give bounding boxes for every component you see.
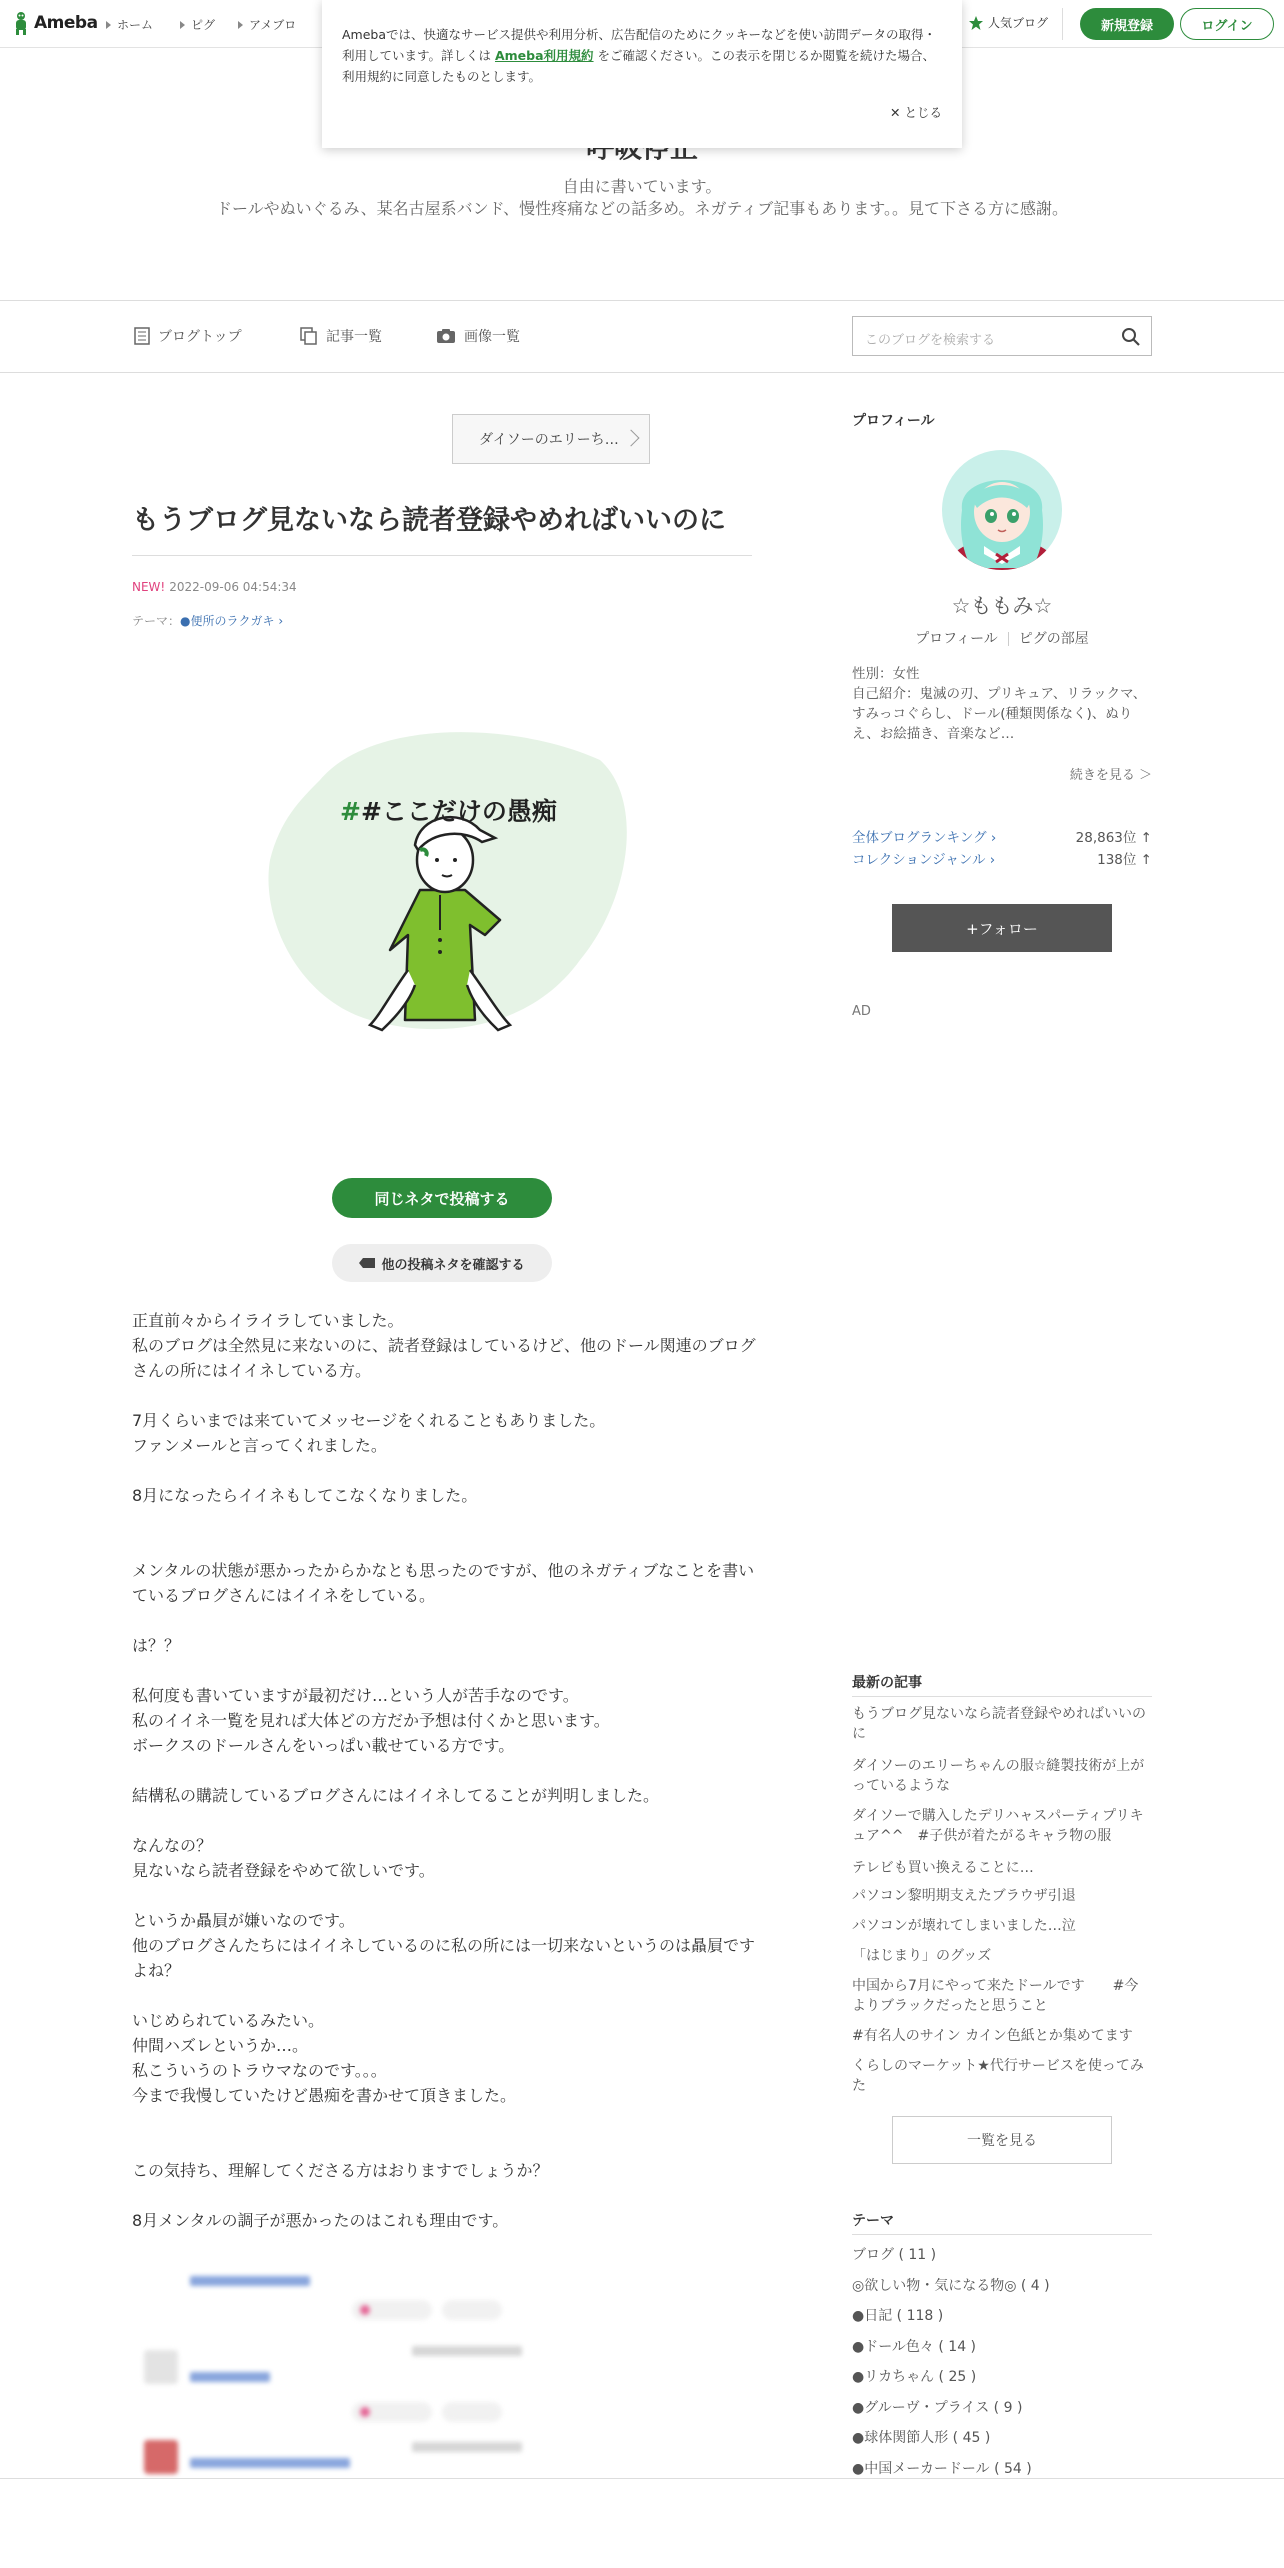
article-paragraph — [132, 1983, 762, 2008]
login-button[interactable]: ログイン — [1180, 8, 1274, 40]
check-other-topics-label: 他の投稿ネタを確認する — [381, 1257, 525, 1273]
article-paragraph: は？？ — [132, 1636, 181, 1655]
profile-link[interactable]: プロフィール — [915, 631, 998, 647]
new-badge: NEW! — [132, 580, 166, 594]
article-paragraph: この気持ち、理解してくださる方はおりますでしょうか？ — [132, 2161, 549, 2180]
article-paragraph — [132, 2183, 762, 2208]
heart-icon — [360, 2407, 370, 2417]
comment-action — [442, 2402, 502, 2422]
title-divider — [132, 555, 752, 556]
cookie-banner — [322, 0, 962, 148]
link-separator — [1008, 632, 1009, 646]
article-paragraph: 8月メンタルの調子が悪かったのはこれも理由です。 — [132, 2211, 509, 2230]
article-paragraph — [132, 1658, 762, 1683]
article-meta — [132, 580, 297, 594]
cookie-text: Amebaでは、快適なサービス提供や利用分析、広告配信のためにクッキーなどを使い訪問データの取得・利用しています。詳しくは — [342, 27, 937, 63]
theme-link[interactable]: ●グルーヴ・プライス ( 9 ) — [852, 2399, 1023, 2416]
avatar — [144, 2350, 178, 2384]
ameba-logo-icon — [12, 10, 30, 36]
article-paragraph: 今まで我慢していたけど愚痴を書かせて頂きました。 — [132, 2086, 517, 2105]
article-paragraph: 7月くらいまでは来ていてメッセージをくれることもありました。 — [132, 1411, 606, 1430]
theme-label: テーマ： — [132, 614, 181, 628]
article-paragraph — [132, 1608, 762, 1633]
view-all-button[interactable]: 一覧を見る — [892, 2116, 1112, 2164]
popular-blog-label: 人気ブログ — [988, 16, 1049, 30]
recent-article-link[interactable]: くらしのマーケット★代行サービスを使ってみた — [852, 2058, 1144, 2094]
chevron-right-icon — [623, 430, 640, 447]
image-list-label: 画像一覧 — [464, 329, 520, 345]
article-paragraph: ファンメールと言ってくれました。 — [132, 1436, 387, 1455]
ameba-logo-text: Ameba — [34, 13, 98, 33]
article-paragraph — [132, 1508, 762, 1533]
article-paragraph — [132, 1458, 762, 1483]
reader-comments-blurred — [132, 2270, 532, 2490]
article-paragraph — [132, 1533, 762, 1558]
article-paragraph — [132, 2108, 762, 2133]
cookie-close-button[interactable] — [890, 102, 942, 123]
comment-user — [190, 2372, 270, 2382]
hashtag-text: #ここだけの愚痴 — [360, 797, 557, 826]
comment-user — [190, 2276, 310, 2286]
comment-user — [190, 2458, 350, 2468]
nav-ameblo-label: アメブロ — [249, 18, 297, 32]
article-paragraph: 私何度も書いていますが最初だけ…という人が苦手なのです。 — [132, 1686, 579, 1705]
comment-date — [412, 2346, 522, 2356]
theme-link[interactable]: ●日記 ( 118 ) — [852, 2308, 944, 2324]
article-paragraph: 私のイイネ一覧を見れば大体どの方だか予想は付くかと思います。 — [132, 1711, 610, 1730]
recent-article-link[interactable]: ダイソーのエリーちゃんの服☆縫製技術が上がっているような — [852, 1758, 1145, 1794]
article-paragraph: 私こういうのトラウマなのです。。。 — [132, 2061, 387, 2080]
follow-button[interactable]: +フォロー — [892, 904, 1112, 952]
article-paragraph: メンタルの状態が悪かったからかなとも思ったのですが、他のネガティブなことを書いているブログさんにはイイネをしている。 — [132, 1561, 755, 1605]
blog-description-line1: 自由に書いています。 — [562, 177, 722, 196]
blog-description — [0, 176, 1284, 220]
article-paragraph — [132, 1383, 762, 1408]
doll-avatar-image — [942, 450, 1062, 570]
article-paragraph: 8月になったらイイネもしてこなくなりました。 — [132, 1486, 478, 1505]
triangle-icon — [180, 21, 185, 29]
pig-room-link[interactable]: ピグの部屋 — [1018, 631, 1089, 647]
comment-row — [132, 2336, 532, 2426]
article-list-label: 記事一覧 — [326, 329, 382, 345]
profile-gender: 性別：女性 — [852, 666, 920, 682]
search-icon[interactable] — [1121, 327, 1141, 347]
article-list-link[interactable] — [300, 326, 382, 346]
divider — [0, 300, 1284, 301]
avatar — [144, 2440, 178, 2474]
recent-article-link[interactable]: 中国から7月にやって来たドールです #今よりブラックだったと思うこと — [852, 1978, 1139, 2014]
popular-blog-link[interactable] — [968, 14, 1048, 31]
overall-ranking-value: 28,863位 ↑ — [1075, 830, 1152, 846]
cookie-text-after: をご確認ください。この表示を閉じるか閲覧を続けた場合、利用規約に同意したものとします。 — [342, 48, 936, 84]
nav-ameblo[interactable] — [238, 16, 296, 33]
read-more-link[interactable]: 続きを見る ＞ — [1069, 768, 1152, 783]
profile-heading: プロフィール — [852, 413, 935, 429]
profile-links — [852, 628, 1152, 648]
genre-ranking[interactable] — [852, 848, 1152, 868]
bottom-bar — [0, 2478, 1284, 2568]
cookie-close-label: とじる — [904, 105, 942, 120]
article-paragraph — [132, 2133, 762, 2158]
article-paragraph: 仲間ハズレというか…。 — [132, 2036, 309, 2055]
close-icon: ✕ — [890, 105, 901, 120]
theme-link[interactable]: ●中国メーカードール ( 54 ) — [852, 2460, 1032, 2477]
search-input[interactable]: このブログを検索する — [865, 333, 996, 348]
nav-pig-label: ピグ — [191, 18, 216, 32]
recent-article-link[interactable]: テレビも買い換えることに… — [852, 1860, 1034, 1876]
header-divider — [1062, 8, 1063, 40]
article-paragraph: ボークスのドールさんをいっぱい載せている方です。 — [132, 1736, 515, 1755]
hashtag-label: ##ここだけの愚痴 — [340, 797, 557, 826]
camera-icon — [436, 328, 456, 344]
heart-icon — [360, 2305, 370, 2315]
article-paragraph: なんなの？ — [132, 1836, 213, 1855]
signup-button[interactable]: 新規登録 — [1080, 8, 1174, 40]
comment-row — [132, 2270, 532, 2330]
person-illustration — [260, 720, 630, 1060]
comment-action — [442, 2300, 502, 2320]
theme-link[interactable]: ◎欲しい物・気になる物◎ ( 4 ) — [852, 2277, 1050, 2294]
blog-search-box[interactable] — [852, 316, 1152, 356]
overall-ranking[interactable] — [852, 826, 1152, 846]
hashtag-illustration — [260, 720, 630, 1060]
nav-home[interactable] — [106, 16, 153, 33]
article-paragraph: というか贔屓が嫌いなのです。 — [132, 1911, 355, 1930]
copy-icon — [300, 327, 318, 345]
image-list-link[interactable] — [436, 326, 520, 346]
divider — [852, 2234, 1152, 2235]
check-other-topics-button[interactable] — [332, 1244, 552, 1282]
article-paragraph: 私のブログは全然見に来ないのに、読者登録はしているけど、他のドール関連のブログさんの所にはイイネしている方。 — [132, 1336, 756, 1380]
recent-article-link[interactable]: ダイソーで購入したデリハャスパーティプリキュア^^ #子供が着たがるキャラ物の服 — [852, 1808, 1144, 1844]
profile-intro — [852, 664, 1152, 744]
blog-description-line2: ドールやぬいぐるみ、某名古屋系バンド、慢性疼痛などの話多め。ネガティブ記事もあります。。見て下さる方に感謝。 — [215, 199, 1068, 218]
nav-home-label: ホーム — [117, 18, 154, 32]
chevron-right-icon: › — [274, 614, 284, 628]
article-paragraph — [132, 1883, 762, 1908]
document-icon — [134, 327, 150, 345]
ameba-logo[interactable] — [12, 10, 98, 36]
triangle-icon — [106, 21, 111, 29]
divider — [0, 372, 1284, 373]
theme-link[interactable]: ●便所のラクガキ — [180, 614, 275, 628]
profile-self-intro: 自己紹介：鬼滅の刃、プリキュア、リラックマ、すみっコぐらし、ドール(種類関係なく)、ぬりえ、お絵描き、音楽など… — [852, 686, 1147, 742]
article-paragraph: 見ないなら読者登録をやめて欲しいです。 — [132, 1861, 435, 1880]
blog-top-link[interactable] — [134, 326, 242, 346]
previous-article-label: ダイソーのエリーち… — [479, 432, 619, 448]
article-paragraph: 他のブログさんたちにはイイネしているのに私の所には一切来ないというのは贔屓ですよね？ — [132, 1936, 756, 1980]
nav-pig[interactable] — [180, 16, 215, 33]
recent-article-link[interactable]: パソコン黎明期支えたブラウザ引退 — [852, 1888, 1076, 1904]
theme-link[interactable]: ●リカちゃん ( 25 ) — [852, 2369, 977, 2385]
recent-article-link[interactable]: 「はじまり」のグッズ — [852, 1948, 992, 1964]
article-paragraph: 正直前々からイライラしていました。 — [132, 1311, 404, 1330]
profile-nickname[interactable]: ☆ももみ☆ — [951, 594, 1053, 618]
blog-top-label: ブログトップ — [158, 329, 242, 345]
tag-icon — [359, 1258, 375, 1268]
comment-date — [412, 2442, 522, 2452]
profile-avatar[interactable] — [942, 450, 1062, 570]
article-body — [132, 1308, 762, 2233]
terms-link[interactable]: Ameba利用規約 — [494, 48, 594, 63]
recent-article-link[interactable]: もうブログ見ないなら読者登録やめればいいのに — [852, 1706, 1146, 1742]
recent-article-link[interactable]: #有名人のサイン カイン色紙とか集めてます — [852, 2028, 1133, 2044]
recent-articles-heading: 最新の記事 — [852, 1675, 922, 1691]
crown-star-icon — [968, 15, 984, 31]
article-paragraph: いじめられているみたい。 — [132, 2011, 325, 2030]
themes-heading: テーマ — [852, 2213, 894, 2229]
article-paragraph: 結構私の購読しているブログさんにはイイネしてることが判明しました。 — [132, 1786, 660, 1805]
theme-link[interactable]: ●ドール色々 ( 14 ) — [852, 2338, 977, 2355]
recent-article-link[interactable]: パソコンが壊れてしまいました…泣 — [852, 1918, 1076, 1934]
genre-ranking-value: 138位 ↑ — [1097, 852, 1152, 868]
overall-ranking-label: 全体ブログランキング › — [852, 830, 997, 846]
article-paragraph — [132, 1808, 762, 1833]
theme-link[interactable]: ●球体関節人形 ( 45 ) — [852, 2430, 991, 2446]
post-same-topic-button[interactable]: 同じネタで投稿する — [332, 1178, 552, 1218]
triangle-icon — [238, 21, 243, 29]
article-date: 2022-09-06 04:54:34 — [169, 580, 297, 594]
previous-article-button[interactable] — [452, 414, 650, 464]
article-theme — [132, 612, 283, 629]
article-paragraph — [132, 1758, 762, 1783]
article-title[interactable]: もうブログ見ないなら読者登録やめればいいのに — [132, 505, 726, 536]
genre-ranking-label: コレクションジャンル › — [852, 852, 996, 868]
theme-link[interactable]: ブログ ( 11 ) — [852, 2247, 937, 2263]
ad-label: AD — [852, 1004, 871, 1019]
divider — [852, 1696, 1152, 1697]
